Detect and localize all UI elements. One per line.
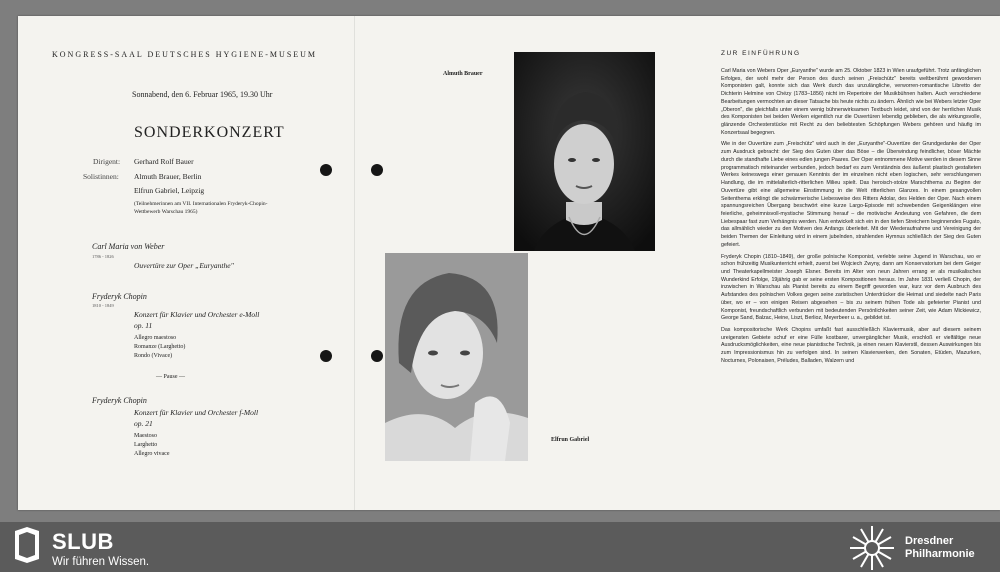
punch-hole (320, 164, 332, 176)
work-title: Konzert für Klavier und Orchester f-Moll op. 21 (134, 408, 259, 428)
photo-caption: Elfrun Gabriel (551, 437, 590, 443)
work-title: Ouvertüre zur Oper „Euryanthe" (134, 261, 234, 270)
intro-paragraph: Das kompositorische Werk Chopins umfaßt fast ausschließlich Klaviermusik, aber auf diesem seinem ureigensten Gebiete schuf er eine Fülle kostbarer, unvergänglicher Musik, erschloß er vielfältige neue Ausdrucksmöglichkeiten, eine neue pianistische Technik, ja einen neuen Klavierstil, dessen Auswirkungen bis zum Impressionismus hin zu verfolgen sind. In seinen Klavierwerken, den Sonaten, Etüden, Mazurken, Nocturnes, Polonaisen, Préludes, Balladen, Walzern und (721, 327, 981, 364)
composer-years: 1786 - 1826 (92, 254, 114, 259)
philharmonie-brand: Dresdner Philharmonie (905, 535, 975, 560)
introduction-text (721, 68, 981, 370)
composer-name: Fryderyk Chopin (92, 292, 147, 301)
punch-hole (371, 164, 383, 176)
portrait-photo-elfrun-gabriel (385, 253, 528, 461)
venue-heading: KONGRESS-SAAL DEUTSCHES HYGIENE-MUSEUM (52, 50, 318, 59)
conductor-name: Gerhard Rolf Bauer (134, 157, 194, 166)
concert-date: Sonnabend, den 6. Februar 1965, 19.30 Uhr (132, 90, 273, 99)
intro-paragraph: Wie in der Ouvertüre zum „Freischütz" wird auch in der „Euryanthe"-Ouvertüre der Grundgedanke der Oper zum Ausdruck gebracht: der Sieg des Guten über das Böse – die Überwindung feindlicher, böser Mächte durch die standhafte Liebe eines edlen jungen Paares. Der Oper entnommene Motive werden in diesem Sinne programmatisch miteinander verbunden, jedoch bedarf es zum Verständnis des äußerst plastisch gestalteten Werkes keineswegs einer genauen Kenntnis der im einzelnen nicht eben logischen, sehr verschlungenen Handlung, die im mittelalterlich-ritterlichen Milieu spielt. Das heroisch-stolze Marschthema zu Beginn der Ouvertüre gibt eine allgemeine Einstimmung in die Welt ritterlichen Glanzes. In einem gesangvollen Seitenthema erklingt die schwärmerische Liebesweise des Ritters Adolar, des Helden der Oper. Nach einem spannungsreichen Übergang beschwört eine kurze Largo-Episode mit schwebenden Geigenklängen eine feierliche, geheimnisvoll-mystische Stimmung herauf – die motivische Andeutung von Gefahren, die dem Liebespaar fast zum Verhängnis werden. Nun entwickelt sich ein in den tiefen Streichern beginnendes Fugato, das allmählich wieder zu den Motiven des Anfangs überleitet. Mit der Wiederaufnahme und Vereinigung der beiden Themen der Einleitung wird in einem jubelnden, strahlenden Hymnus schließlich der Sieg des Guten gefeiert. (721, 141, 981, 248)
portrait-photo-almuth-brauer (514, 52, 655, 251)
soloist-name: Elfrun Gabriel, Leipzig (134, 186, 205, 195)
composer-name: Carl Maria von Weber (92, 242, 165, 251)
intro-paragraph: Carl Maria von Webers Oper „Euryanthe" wurde am 25. Oktober 1823 in Wien uraufgeführt. Trotz anfänglichen Erfolges, der wohl mehr der Person des durch seinen „Freischütz" bereits weltberühmt gewordenen Komponisten galt, konnte sich das Werk durch das unzulängliche, verworren-romantische Libretto der Dichterin Helmine von Chézy (1783–1856) nicht im Repertoire der Musikbühnen halten. Auch verschiedene Bearbeitungen vermochten an dieser Tatsache bis heute nichts zu ändern. Ähnlich wie bei Webers letzter Oper „Oberon", die gleichfalls unter einem wenig bühnenwirksamen Textbuch leidet, sind von der herrlichen Musik des Komponisten bei beiden Werken eigentlich nur die Ouvertüren lebendig geblieben, die als wirkungsvolle, glänzende Orchesterstücke mit Recht zu den beliebtesten Schöpfungen Webers gehören und häufig im Konzertsaal begegnen. (721, 68, 981, 136)
slub-slogan: Wir führen Wissen. (52, 556, 150, 568)
concert-title: SONDERKONZERT (134, 124, 285, 141)
soloists-label: Solistinnen: (83, 172, 119, 181)
movement-list: Maestoso Larghetto Allegro vivace (134, 433, 170, 457)
introduction-heading: ZUR EINFÜHRUNG (721, 50, 801, 57)
competition-note: (Teilnehmerinnen am VII. Internationalen Fryderyk-Chopin- Wettbewerb Warschau 1965) (134, 201, 268, 215)
soloist-name: Almuth Brauer, Berlin (134, 172, 202, 181)
portrait-illustration (514, 52, 655, 251)
philharmonie-logo-icon (848, 524, 896, 572)
intermission: — Pause — (156, 374, 185, 380)
composer-years: 1810 - 1849 (92, 303, 114, 308)
portrait-illustration (385, 253, 528, 461)
composer-name: Fryderyk Chopin (92, 396, 147, 405)
intro-paragraph: Fryderyk Chopin (1810–1849), der große polnische Komponist, verlebte seine Jugend in Warschau, wo er schon frühzeitig Musikunterricht erhielt, zuerst bei Wojciech Zwyny, dann am Konservatorium bei dem Geiger und Theaterkapellmeister Joseph Elsner. Bereits im Alter von neun Jahren errang er als musikalisches Wunderkind Erfolge, 19jährig gab er seine ersten Kompositionen heraus. Im Jahre 1831 verließ Chopin, der inzwischen in Warschau als Pianist bereits zu einem Begriff geworden war, kurz vor dem Ausbruch des Aufstandes des polnischen Volkes gegen seine zaristischen Unterdrücker die Heimat und siedelte nach Paris über, wo er – von einigen Reisen abgesehen – bis zu seinem frühen Tode als gefeierter Pianist und Komponist, freundschaftlich verbunden mit bedeutenden Persönlichkeiten seiner Zeit, wie Adam Mickiewicz, George Sand, Balzac, Heine, Liszt, Berlioz, Meyerbeer u. a., gebildet ist. (721, 253, 981, 322)
slub-logo-icon (13, 527, 41, 563)
punch-hole (371, 350, 383, 362)
slub-brand: SLUB (52, 529, 114, 554)
movement-list: Allegro maestoso Romanze (Larghetto) Rondo (Vivace) (134, 335, 186, 359)
work-title: Konzert für Klavier und Orchester e-Moll op. 11 (134, 310, 260, 330)
fold-line (354, 16, 355, 510)
punch-hole (320, 350, 332, 362)
photo-caption: Almuth Brauer (443, 71, 483, 77)
conductor-label: Dirigent: (93, 157, 121, 166)
